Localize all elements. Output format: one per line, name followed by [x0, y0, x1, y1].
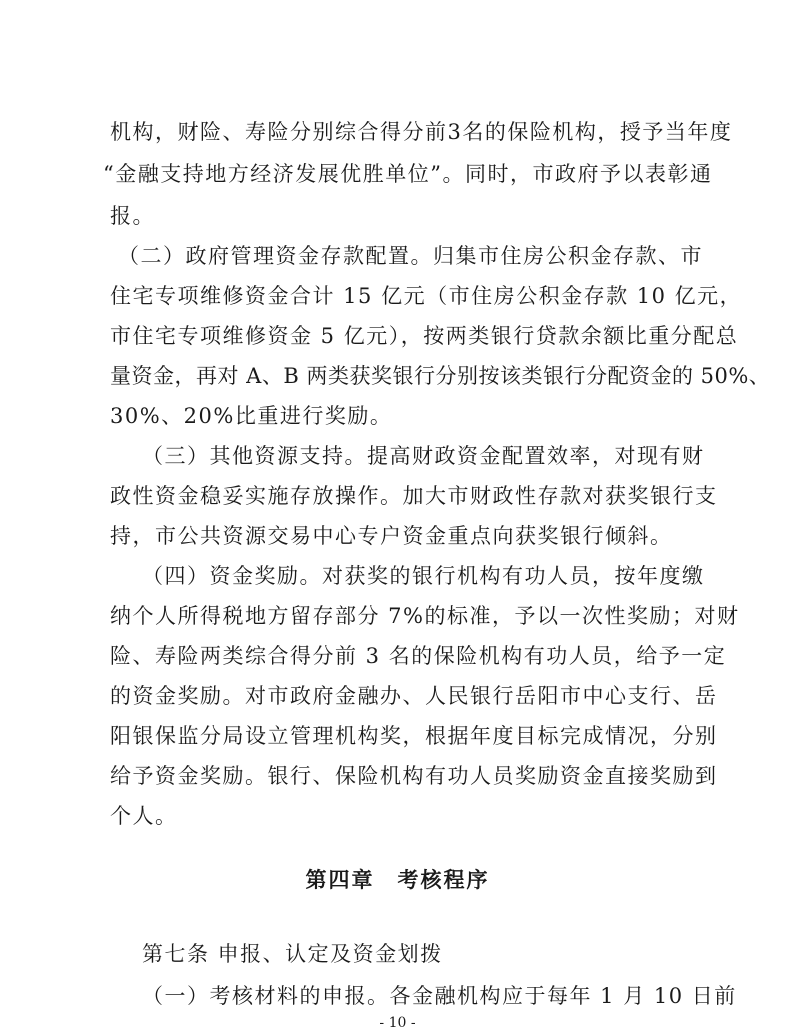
paragraph-line: 险、寿险两类综合得分前 3 名的保险机构有功人员，给予一定 — [110, 644, 727, 668]
paragraph-line: 阳银保监分局设立管理机构奖，根据年度目标完成情况，分别 — [110, 724, 718, 748]
paragraph-line: 纳个人所得税地方留存部分 7%的标准，予以一次性奖励；对财 — [110, 604, 740, 628]
paragraph-line: （一）考核材料的申报。各金融机构应于每年 1 月 10 日前 — [142, 984, 737, 1008]
page-number: - 10 - — [379, 1015, 416, 1031]
paragraph-line: 市住宅专项维修资金 5 亿元），按两类银行贷款余额比重分配总 — [110, 324, 739, 348]
paragraph-line: 住宅专项维修资金合计 15 亿元（市住房公积金存款 10 亿元， — [110, 284, 743, 308]
paragraph-line: 持，市公共资源交易中心专户资金重点向获奖银行倾斜。 — [110, 524, 673, 548]
paragraph-line: （二）政府管理资金存款配置。归集市住房公积金存款、市 — [118, 244, 703, 268]
paragraph-line: 量资金，再对 A、B 两类获奖银行分别按该类银行分配资金的 50%、 — [110, 364, 771, 388]
paragraph-line: 的资金奖励。对市政府金融办、人民银行岳阳市中心支行、岳 — [110, 684, 718, 708]
paragraph-line: （四）资金奖励。对获奖的银行机构有功人员，按年度缴 — [142, 564, 705, 588]
article-title: 第七条 申报、认定及资金划拨 — [142, 942, 443, 966]
paragraph-line: （三）其他资源支持。提高财政资金配置效率，对现有财 — [142, 444, 705, 468]
paragraph-line: 给予资金奖励。银行、保险机构有功人员奖励资金直接奖励到 — [110, 764, 718, 788]
paragraph-line: 个人。 — [110, 804, 178, 828]
paragraph-line: 30%、20%比重进行奖励。 — [110, 404, 393, 428]
paragraph-line: “金融支持地方经济发展优胜单位”。同时，市政府予以表彰通 — [103, 162, 713, 186]
paragraph-line: 政性资金稳妥实施存放操作。加大市财政性存款对获奖银行支 — [110, 484, 718, 508]
chapter-heading: 第四章 考核程序 — [305, 868, 490, 892]
paragraph-line: 报。 — [110, 204, 155, 228]
paragraph-line: 机构，财险、寿险分别综合得分前3名的保险机构，授予当年度 — [110, 120, 733, 144]
